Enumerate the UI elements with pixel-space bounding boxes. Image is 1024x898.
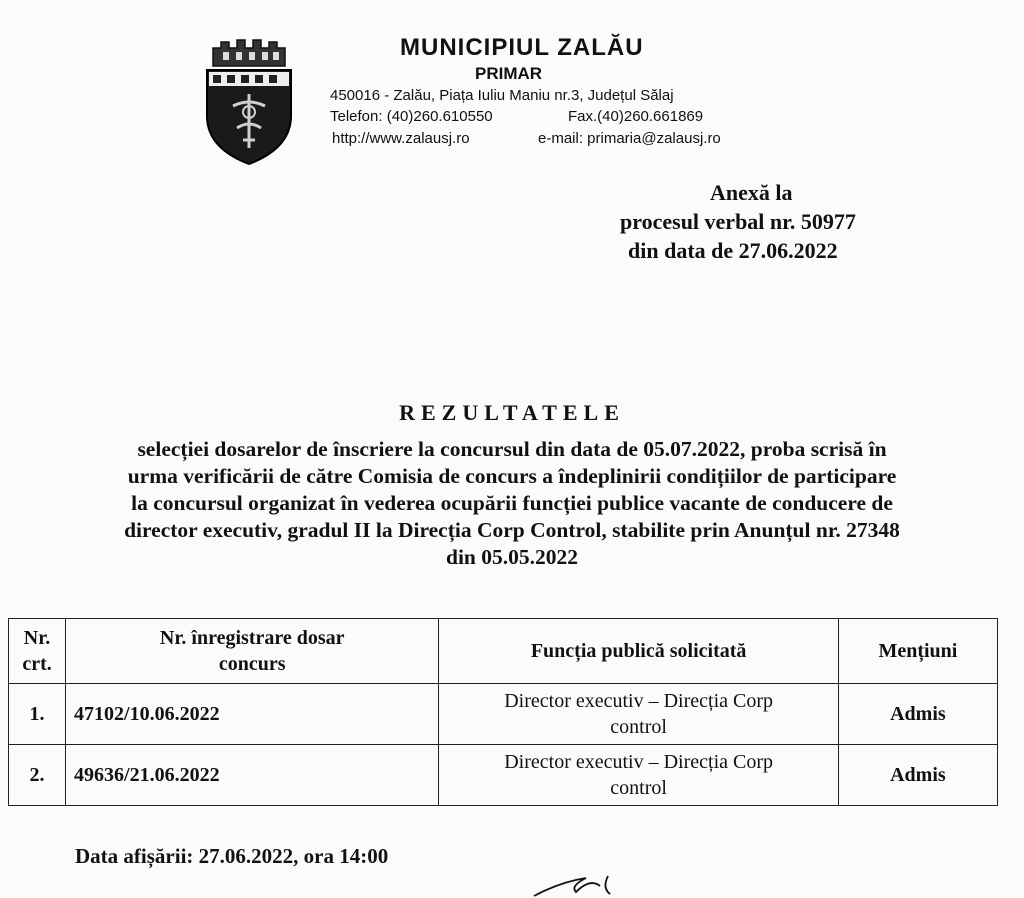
annex-line-2: procesul verbal nr. 50977 bbox=[620, 209, 856, 234]
phone: Telefon: (40)260.610550 bbox=[330, 108, 493, 125]
header-dosar-line-1: Nr. înregistrare dosar bbox=[159, 627, 345, 649]
annex-line-1: Anexă la bbox=[710, 180, 793, 205]
table-row bbox=[9, 745, 998, 806]
table-row bbox=[9, 684, 998, 745]
row-dosar: 49636/21.06.2022 bbox=[66, 745, 439, 806]
email: e-mail: primaria@zalausj.ro bbox=[538, 130, 721, 147]
row-nr: 1. bbox=[9, 684, 66, 745]
table-header-row bbox=[9, 619, 998, 684]
row-mentiuni: Admis bbox=[838, 684, 997, 745]
subtitle-line: director executiv, gradul II la Direcția Corp Control, stabilite prin Anunțul nr. 27348 bbox=[124, 518, 900, 542]
address: 450016 - Zalău, Piața Iuliu Maniu nr.3, Județul Sălaj bbox=[330, 87, 674, 104]
header-mentiuni: Mențiuni bbox=[838, 619, 997, 684]
row-mentiuni: Admis bbox=[838, 745, 997, 806]
header-nr bbox=[9, 619, 66, 684]
display-date: Data afișării: 27.06.2022, ora 14:00 bbox=[75, 844, 389, 868]
subtitle-line: urma verificării de către Comisia de concurs a îndeplinirii condițiilor de participare bbox=[127, 464, 897, 488]
header-dosar-line-2: concurs bbox=[218, 653, 286, 675]
row-nr: 2. bbox=[9, 745, 66, 806]
fax: Fax.(40)260.661869 bbox=[568, 108, 704, 125]
subtitle-line: selecției dosarelor de înscriere la concursul din data de 05.07.2022, proba scrisă în bbox=[137, 437, 887, 461]
annex-reference bbox=[620, 178, 920, 265]
row-functie-line-2: control bbox=[610, 716, 667, 738]
row-functie-line-1: Director executiv – Direcția Corp bbox=[504, 690, 773, 712]
header-nr-line-2: crt. bbox=[22, 653, 52, 675]
municipality-name: MUNICIPIUL ZALĂU bbox=[400, 34, 644, 61]
header-dosar bbox=[66, 619, 439, 684]
document-subtitle bbox=[0, 436, 1024, 571]
subtitle-line: din 05.05.2022 bbox=[445, 545, 578, 569]
signature-icon bbox=[530, 872, 650, 898]
website: http://www.zalausj.ro bbox=[332, 130, 470, 147]
office-name: PRIMAR bbox=[475, 64, 543, 83]
row-functie bbox=[439, 684, 838, 745]
row-functie-line-1: Director executiv – Direcția Corp bbox=[504, 751, 773, 773]
row-functie bbox=[439, 745, 838, 806]
annex-line-3: din data de 27.06.2022 bbox=[628, 238, 838, 263]
row-dosar: 47102/10.06.2022 bbox=[66, 684, 439, 745]
row-functie-line-2: control bbox=[610, 777, 667, 799]
document-title: REZULTATELE bbox=[399, 400, 625, 425]
coat-of-arms-icon bbox=[203, 36, 295, 166]
header-nr-line-1: Nr. bbox=[23, 627, 51, 649]
subtitle-line: la concursul organizat în vederea ocupării funcției publice vacante de conducere de bbox=[131, 491, 893, 515]
header-functie: Funcția publică solicitată bbox=[439, 619, 838, 684]
results-table bbox=[8, 618, 998, 806]
